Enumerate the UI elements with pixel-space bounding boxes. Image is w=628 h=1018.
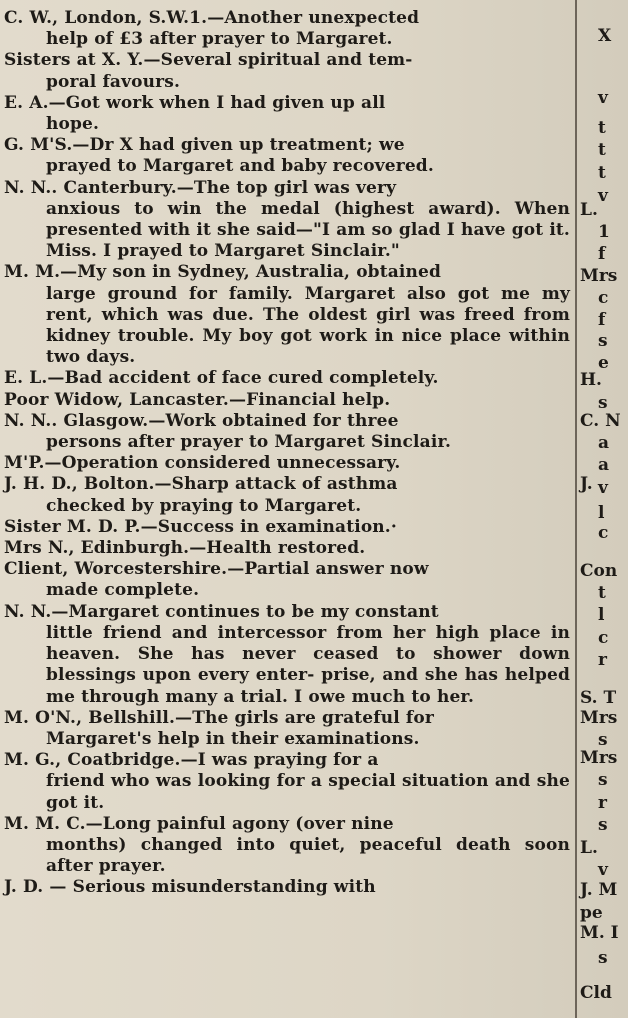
right-column-fragment: Mrs — [580, 748, 618, 768]
entry-continuation: poral favours. — [46, 71, 181, 92]
right-column-fragment: pe — [580, 903, 603, 923]
thanksgiving-entry — [4, 453, 570, 474]
right-column-fragment: C. N — [580, 411, 621, 431]
entry-continuation: prayed to Margaret and baby recovered. — [46, 156, 434, 177]
entry-first-line: N. N.. Glasgow.—Work obtained for three — [4, 410, 399, 431]
right-column-fragment: s — [598, 770, 608, 790]
right-column-fragment: v — [598, 860, 608, 880]
right-column-fragment: l — [598, 503, 605, 523]
thanksgiving-entry — [4, 750, 570, 814]
entry-continuation: Margaret's help in their examinations. — [46, 728, 420, 749]
entry-continuation: months) changed into quiet, peaceful death soon after prayer. — [46, 834, 570, 877]
right-column-fragment: H. — [580, 370, 602, 390]
column-rule — [575, 0, 577, 1018]
right-column-fragment: 1 — [598, 222, 610, 242]
entry-first-line: M'P.—Operation considered unnecessary. — [4, 453, 401, 474]
right-column-fragment: r — [598, 793, 607, 813]
thanksgiving-entry — [4, 390, 570, 411]
thanksgiving-entry — [4, 135, 570, 177]
entry-continuation: little friend and intercessor from her high place in heaven. She has never ceased to shower down blessings upon every enter- prise, and she has helped me through many a trial. I owe much to her. — [46, 622, 570, 707]
thanksgiving-entry — [4, 474, 570, 516]
entry-first-line: M. O'N., Bellshill.—The girls are grateful for — [4, 707, 434, 728]
thanksgiving-entry — [4, 602, 570, 708]
entry-continuation: persons after prayer to Margaret Sinclair. — [46, 432, 452, 453]
entry-continuation: checked by praying to Margaret. — [46, 495, 362, 516]
right-column-fragment: v — [598, 478, 608, 498]
thanksgiving-entry — [4, 517, 570, 538]
right-column-fragment: s — [598, 948, 608, 968]
right-column-fragment: s — [598, 331, 608, 351]
entry-first-line: Client, Worcestershire.—Partial answer now — [4, 559, 429, 580]
thanksgiving-entry — [4, 178, 570, 263]
main-column — [4, 8, 570, 899]
entry-first-line: N. N.. Canterbury.—The top girl was very — [4, 177, 397, 198]
entry-continuation: friend who was looking for a special situation and she got it. — [46, 771, 570, 813]
right-column-fragment: t — [598, 163, 606, 183]
right-column-fragment: a — [598, 433, 610, 453]
entry-continuation: made complete. — [46, 580, 200, 601]
right-column-fragment: X — [598, 26, 612, 46]
right-column-fragment: Con — [580, 561, 618, 581]
right-column-fragment: M. I — [580, 923, 619, 943]
right-column-fragment: t — [598, 118, 606, 138]
thanksgiving-entry — [4, 8, 570, 50]
right-column-fragment: s — [598, 815, 608, 835]
entry-first-line: E. L.—Bad accident of face cured completely. — [4, 368, 439, 389]
entry-continuation: large ground for family. Margaret also got me my rent, which was due. The oldest girl was freed from kidney trouble. My boy got work in nice place within two days. — [46, 283, 570, 368]
right-column-fragment: t — [598, 583, 606, 603]
thanksgiving-entry — [4, 50, 570, 92]
right-column-fragment: S. T — [580, 688, 617, 708]
right-column-fragment: Mrs — [580, 266, 618, 286]
thanksgiving-entry — [4, 368, 570, 389]
thanksgiving-entry — [4, 262, 570, 368]
entry-first-line: M. M. C.—Long painful agony (over nine — [4, 813, 394, 834]
entry-first-line: G. M'S.—Dr X had given up treatment; we — [4, 135, 405, 156]
thanksgiving-entry — [4, 877, 570, 898]
right-column-fragment: e — [598, 353, 609, 373]
right-column-fragment: s — [598, 393, 608, 413]
right-column-fragment: c — [598, 523, 609, 543]
entry-first-line: J. H. D., Bolton.—Sharp attack of asthma — [4, 474, 398, 495]
right-column-fragment: l — [598, 605, 605, 625]
entry-first-line: C. W., London, S.W.1.—Another unexpected — [4, 8, 420, 28]
right-column-fragment: Mrs — [580, 708, 618, 728]
entry-continuation: anxious to win the medal (highest award). When presented with it she said—"I am so glad I have got it. Miss. I prayed to Margaret Sinclair." — [46, 198, 570, 262]
right-column-fragment: J. M — [580, 880, 618, 900]
entry-first-line: Poor Widow, Lancaster.—Financial help. — [4, 389, 391, 410]
right-column-fragment: c — [598, 288, 609, 308]
thanksgiving-entry — [4, 559, 570, 601]
entry-first-line: J. D. — Serious misunderstanding with — [4, 877, 376, 898]
entry-first-line: E. A.—Got work when I had given up all — [4, 92, 386, 113]
thanksgiving-entry — [4, 411, 570, 453]
thanksgiving-entry — [4, 708, 570, 750]
thanksgiving-entry — [4, 538, 570, 559]
thanksgiving-entry — [4, 814, 570, 878]
entry-first-line: Sister M. D. P.—Success in examination.· — [4, 516, 397, 537]
right-column-fragment: Cld — [580, 983, 612, 1003]
right-column-fragment: t — [598, 140, 606, 160]
entry-first-line: Sisters at X. Y.—Several spiritual and tem- — [4, 50, 413, 71]
right-column-fragment: L. — [580, 838, 598, 858]
right-column-fragment: s — [598, 730, 608, 750]
right-column-fragment: a — [598, 455, 610, 475]
right-column-fragment: J. — [580, 474, 593, 494]
entry-first-line: Mrs N., Edinburgh.—Health restored. — [4, 538, 366, 559]
right-column-fragment: c — [598, 628, 609, 648]
right-column-fragment: v — [598, 186, 608, 206]
entry-first-line: N. N.—Margaret continues to be my constant — [4, 601, 439, 622]
right-column-fragment: r — [598, 650, 607, 670]
right-column-fragment: v — [598, 88, 608, 108]
right-column-fragment: L. — [580, 200, 598, 220]
entry-first-line: M. G., Coatbridge.—I was praying for a — [4, 750, 379, 771]
right-column-fragment: f — [598, 244, 606, 264]
right-column-fragment: f — [598, 310, 606, 330]
entry-continuation: hope. — [46, 114, 100, 135]
right-column-fragments — [578, 8, 628, 1018]
thanksgiving-entry — [4, 93, 570, 135]
entry-continuation: help of £3 after prayer to Margaret. — [46, 29, 393, 50]
entry-first-line: M. M.—My son in Sydney, Australia, obtained — [4, 262, 442, 283]
